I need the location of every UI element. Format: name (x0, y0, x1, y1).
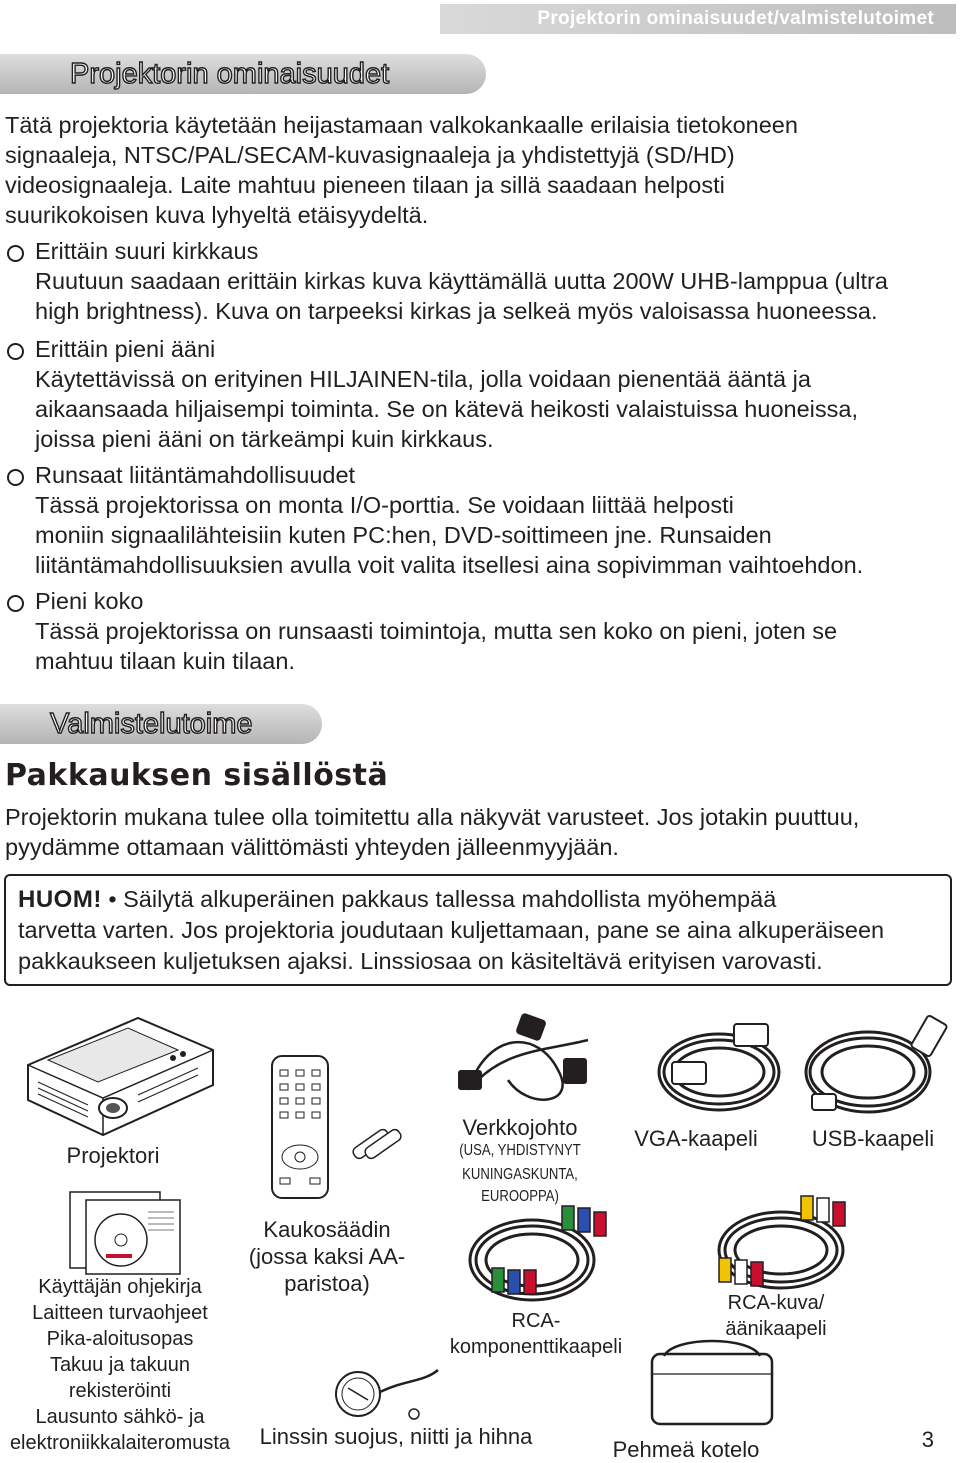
feature-text: Tässä projektorissa on runsaasti toimintoja, mutta sen koko on pieni, joten se (35, 618, 838, 644)
rca-av-cable-illustration (705, 1192, 855, 1296)
caption-line: elektroniikkalaiteromusta (9, 1432, 231, 1454)
feature-text: Käytettävissä on erityinen HILJAINEN-tila, jolla voidaan pienentää ääntä ja (35, 366, 811, 392)
caption-line: Takuu ja takuun (49, 1354, 191, 1376)
documents-illustration (66, 1188, 186, 1278)
caption-power-cord: Verkkojohto (462, 1115, 578, 1140)
feature-text: mahtuu tilaan kuin tilaan. (35, 648, 295, 674)
caption-documents (0, 1274, 240, 1456)
caption-line: Käyttäjän ohjekirja (38, 1276, 202, 1298)
rca-component-cable-illustration (462, 1198, 612, 1306)
section-title: Valmistelutoime (50, 708, 253, 740)
usb-cable-illustration (800, 1010, 950, 1120)
caption-soft-case: Pehmeä kotelo (612, 1437, 760, 1462)
caption-line: Kaukosäädin (263, 1217, 391, 1242)
caption-line: Lausunto sähkö- ja (35, 1406, 205, 1428)
feature-text: joissa pieni ääni on tärkeämpi kuin kirkkaus. (35, 426, 494, 452)
feature-title: Erittäin suuri kirkkaus (35, 238, 259, 264)
intro-line: signaaleja, NTSC/PAL/SECAM-kuvasignaaleja ja yhdistettyjä (SD/HD) (5, 142, 735, 168)
caption-usb-cable: USB-kaapeli (811, 1126, 935, 1151)
intro-line: pyydämme ottamaan välittömästi yhteyden jälleenmyyjään. (5, 834, 619, 860)
bullet-circle-icon (7, 245, 24, 262)
header-bar (440, 4, 956, 34)
package-intro (5, 802, 859, 862)
bullet-circle-icon (7, 469, 24, 486)
caption-line: rekisteröinti (68, 1380, 172, 1402)
projector-illustration (18, 1010, 218, 1140)
feature-quiet (5, 334, 960, 454)
caption-projector: Projektori (66, 1143, 160, 1168)
caption-line: äänikaapeli (725, 1318, 827, 1340)
remote-control-illustration (268, 1052, 332, 1202)
bullet-circle-icon (7, 343, 24, 360)
subheading-package-contents: Pakkauksen sisällöstä (5, 758, 389, 793)
feature-text: Tässä projektorissa on monta I/O-porttia. Se voidaan liittää helposti (35, 492, 734, 518)
caption-line: paristoa) (284, 1271, 370, 1296)
note-text: • Säilytä alkuperäinen pakkaus tallessa mahdollista myöhempää (101, 886, 777, 912)
caption-line: (jossa kaksi AA- (248, 1244, 406, 1269)
bullet-circle-icon (7, 595, 24, 612)
feature-title: Erittäin pieni ääni (35, 336, 216, 362)
section-title: Projektorin ominaisuudet (70, 58, 390, 90)
header-title: Projektorin ominaisuudet/valmistelutoimet (537, 8, 934, 29)
caption-power-cord-note: (USA, YHDISTYNYT (459, 1142, 581, 1159)
caption-rca-component (436, 1308, 636, 1360)
batteries-illustration (345, 1120, 409, 1168)
caption-line: komponenttikaapeli (449, 1336, 623, 1358)
intro-line: videosignaaleja. Laite mahtuu pieneen tilaan ja sillä saadaan helposti (5, 172, 725, 198)
caption-rca-av (694, 1290, 858, 1342)
intro-line: Tätä projektoria käytetään heijastamaan valkokankaalle erilaisia tietokoneen (5, 112, 798, 138)
note-label: HUOM! (18, 886, 102, 913)
page-number: 3 (921, 1427, 934, 1452)
caption-power-cord-note: KUNINGASKUNTA, EUROOPPA) (462, 1166, 578, 1205)
feature-connectivity (5, 460, 960, 580)
feature-brightness (5, 236, 960, 326)
feature-text: Ruutuun saadaan erittäin kirkas kuva käyttämällä uutta 200W UHB-lamppua (ultra (35, 268, 888, 294)
caption-line: Pika-aloitusopas (46, 1328, 194, 1350)
feature-title: Pieni koko (35, 588, 144, 614)
feature-text: liitäntämahdollisuuksien avulla voit valita itsellesi aina sopivimman vaihtoehdon. (35, 552, 864, 578)
feature-text: aikaansaada hiljaisempi toiminta. Se on kätevä heikosti valaistuissa huoneissa, (35, 396, 858, 422)
soft-case-illustration (644, 1334, 780, 1434)
caption-line: Laitteen turvaohjeet (32, 1302, 208, 1324)
section-heading-features (0, 54, 486, 94)
intro-paragraph (5, 110, 798, 230)
lens-cap-illustration (334, 1362, 444, 1428)
feature-title: Runsaat liitäntämahdollisuudet (35, 462, 356, 488)
section-heading-preparation (0, 704, 322, 744)
caption-vga-cable: VGA-kaapeli (634, 1126, 758, 1151)
vga-cable-illustration (652, 1012, 786, 1122)
intro-line: Projektorin mukana tulee olla toimitettu alla näkyvät varusteet. Jos jotakin puuttuu, (5, 804, 860, 830)
note-text: tarvetta varten. Jos projektoria joudutaan kuljettamaan, pane se aina alkuperäiseen (18, 917, 885, 943)
note-box (4, 874, 952, 986)
note-text: pakkaukseen kuljetuksen ajaksi. Linssiosaa on käsiteltävä erityisen varovasti. (18, 948, 823, 974)
feature-text: moniin signaalilähteisiin kuten PC:hen, DVD-soittimeen jne. Runsaiden (35, 522, 772, 548)
caption-line: RCA- (511, 1310, 561, 1332)
intro-line: suurikokoisen kuva lyhyeltä etäisyydeltä. (5, 202, 429, 228)
caption-remote (232, 1216, 422, 1297)
feature-size (5, 586, 960, 676)
power-cord-illustration (448, 1010, 608, 1120)
caption-lens-cap: Linssin suojus, niitti ja hihna (259, 1424, 533, 1449)
feature-text: high brightness). Kuva on tarpeeksi kirkas ja selkeä myös valoisassa huoneessa. (35, 298, 878, 324)
caption-line: RCA-kuva/ (727, 1292, 825, 1314)
